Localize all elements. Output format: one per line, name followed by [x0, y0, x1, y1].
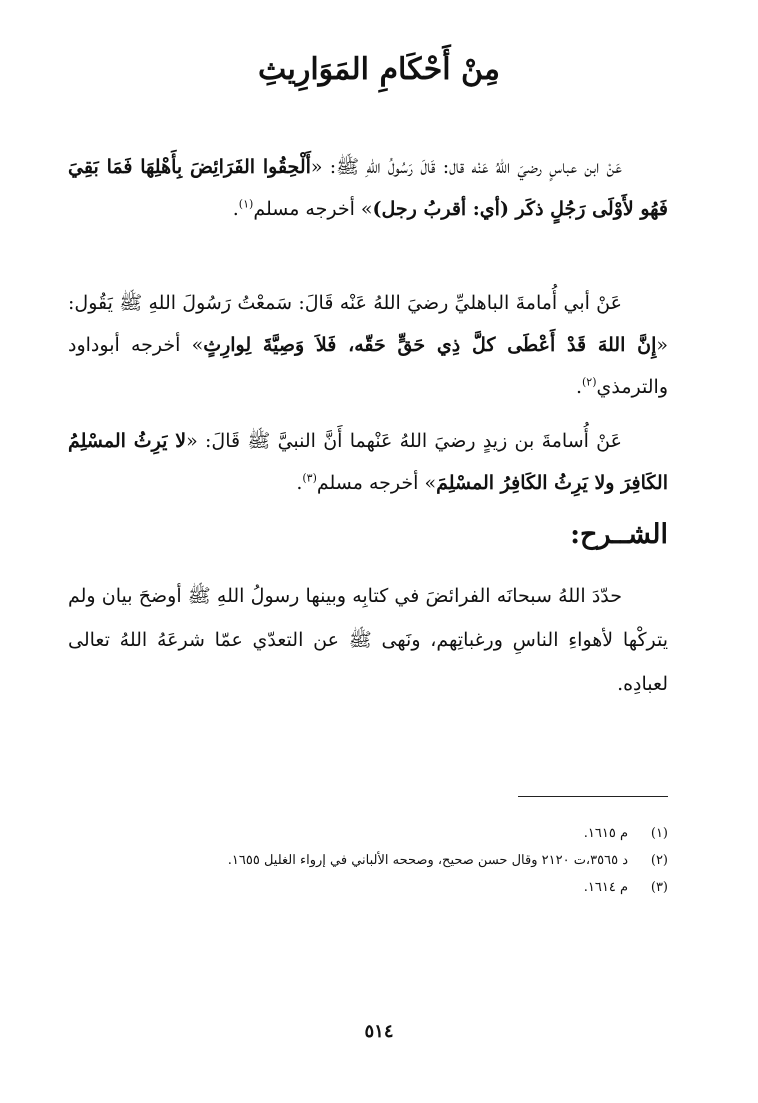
footnote-item [68, 847, 668, 874]
footnote-item [68, 874, 668, 901]
footnote-text: م ١٦١٤. [583, 880, 628, 895]
footnote-item [68, 820, 668, 847]
footnote-number: (٣) [650, 880, 668, 895]
hadith-source: » أخرجه أبوداود والترمذي [68, 334, 668, 398]
footnote-text: د ٣٥٦٥،ت ٢١٢٠ وقال حسن صحيح، وصححه الألباني في إرواء الغليل ١٦٥٥. [227, 853, 628, 868]
hadith-paragraph [68, 146, 668, 230]
footnote-reference: (١) [238, 197, 254, 211]
hadith-source: » أخرجه مسلم [253, 198, 373, 220]
footnote-number: (١) [650, 826, 668, 841]
explanation-text: حدّدَ اللهُ سبحانَه الفرائضَ في كتابِه وبينها رسولُ اللهِ ﷺ أوضحَ بيان ولم يتركْها لأهواءِ الناسِ ورغباتِهم، ونَهى ﷺ عن التعدّي عمّا شرعَهُ اللهُ تعالى لعبادِه. [68, 585, 668, 695]
sentence-end: . [296, 472, 303, 494]
footnote-divider [518, 796, 668, 797]
footnotes [68, 820, 668, 901]
hadith-paragraph [68, 282, 668, 408]
hadith-quote: لا يَرِثُ المسْلِمُ الكَافِرَ ولا يَرِثُ الكَافِرُ المسْلِمَ [68, 430, 668, 494]
sentence-end: . [575, 376, 582, 398]
section-heading: الشــرح: [570, 519, 668, 550]
page-title: مِنْ أَحْكَامِ المَوَارِيثِ [258, 52, 500, 87]
footnote-reference: (٢) [582, 375, 597, 389]
hadith-paragraph [68, 420, 668, 504]
hadith-intro: عَنْ أبي أُمامةَ الباهليِّ رضيَ اللهُ عَنْه قَالَ: سَمعْتُ رَسُولَ اللهِ ﷺ يَقُول: « [68, 292, 668, 356]
sentence-end: . [232, 198, 239, 220]
hadith-intro: عَنْ ابن عباسٍ رضيَ اللهُ عَنْه قال: قَالَ رَسُولُ اللهِ ﷺ: « [310, 156, 622, 178]
hadith-intro: عَنْ أُسامةَ بن زيدٍ رضيَ اللهُ عَنْهما أَنَّ النبيَّ ﷺ قَالَ: « [186, 430, 622, 452]
explanation-paragraph [68, 574, 668, 706]
footnote-reference: (٣) [302, 471, 317, 485]
footnote-text: م ١٦١٥. [583, 826, 628, 841]
page-number: ٥١٤ [364, 1021, 394, 1042]
hadith-quote: إِنَّ اللهَ قَدْ أَعْطَى كلَّ ذِي حَقٍّ حَقّه، فَلاَ وَصِيَّةَ لِوارِثٍ [203, 334, 657, 356]
footnote-number: (٢) [650, 853, 668, 868]
hadith-quote: أَلْحِقُوا الفَرَائِضَ بِأَهْلِهَا فَمَا بَقِيَ فَهُو لأَوْلَى رَجُلٍ ذكَر (أي: أقربُ رجل) [68, 156, 668, 220]
hadith-source: » أخرجه مسلم [316, 472, 437, 494]
